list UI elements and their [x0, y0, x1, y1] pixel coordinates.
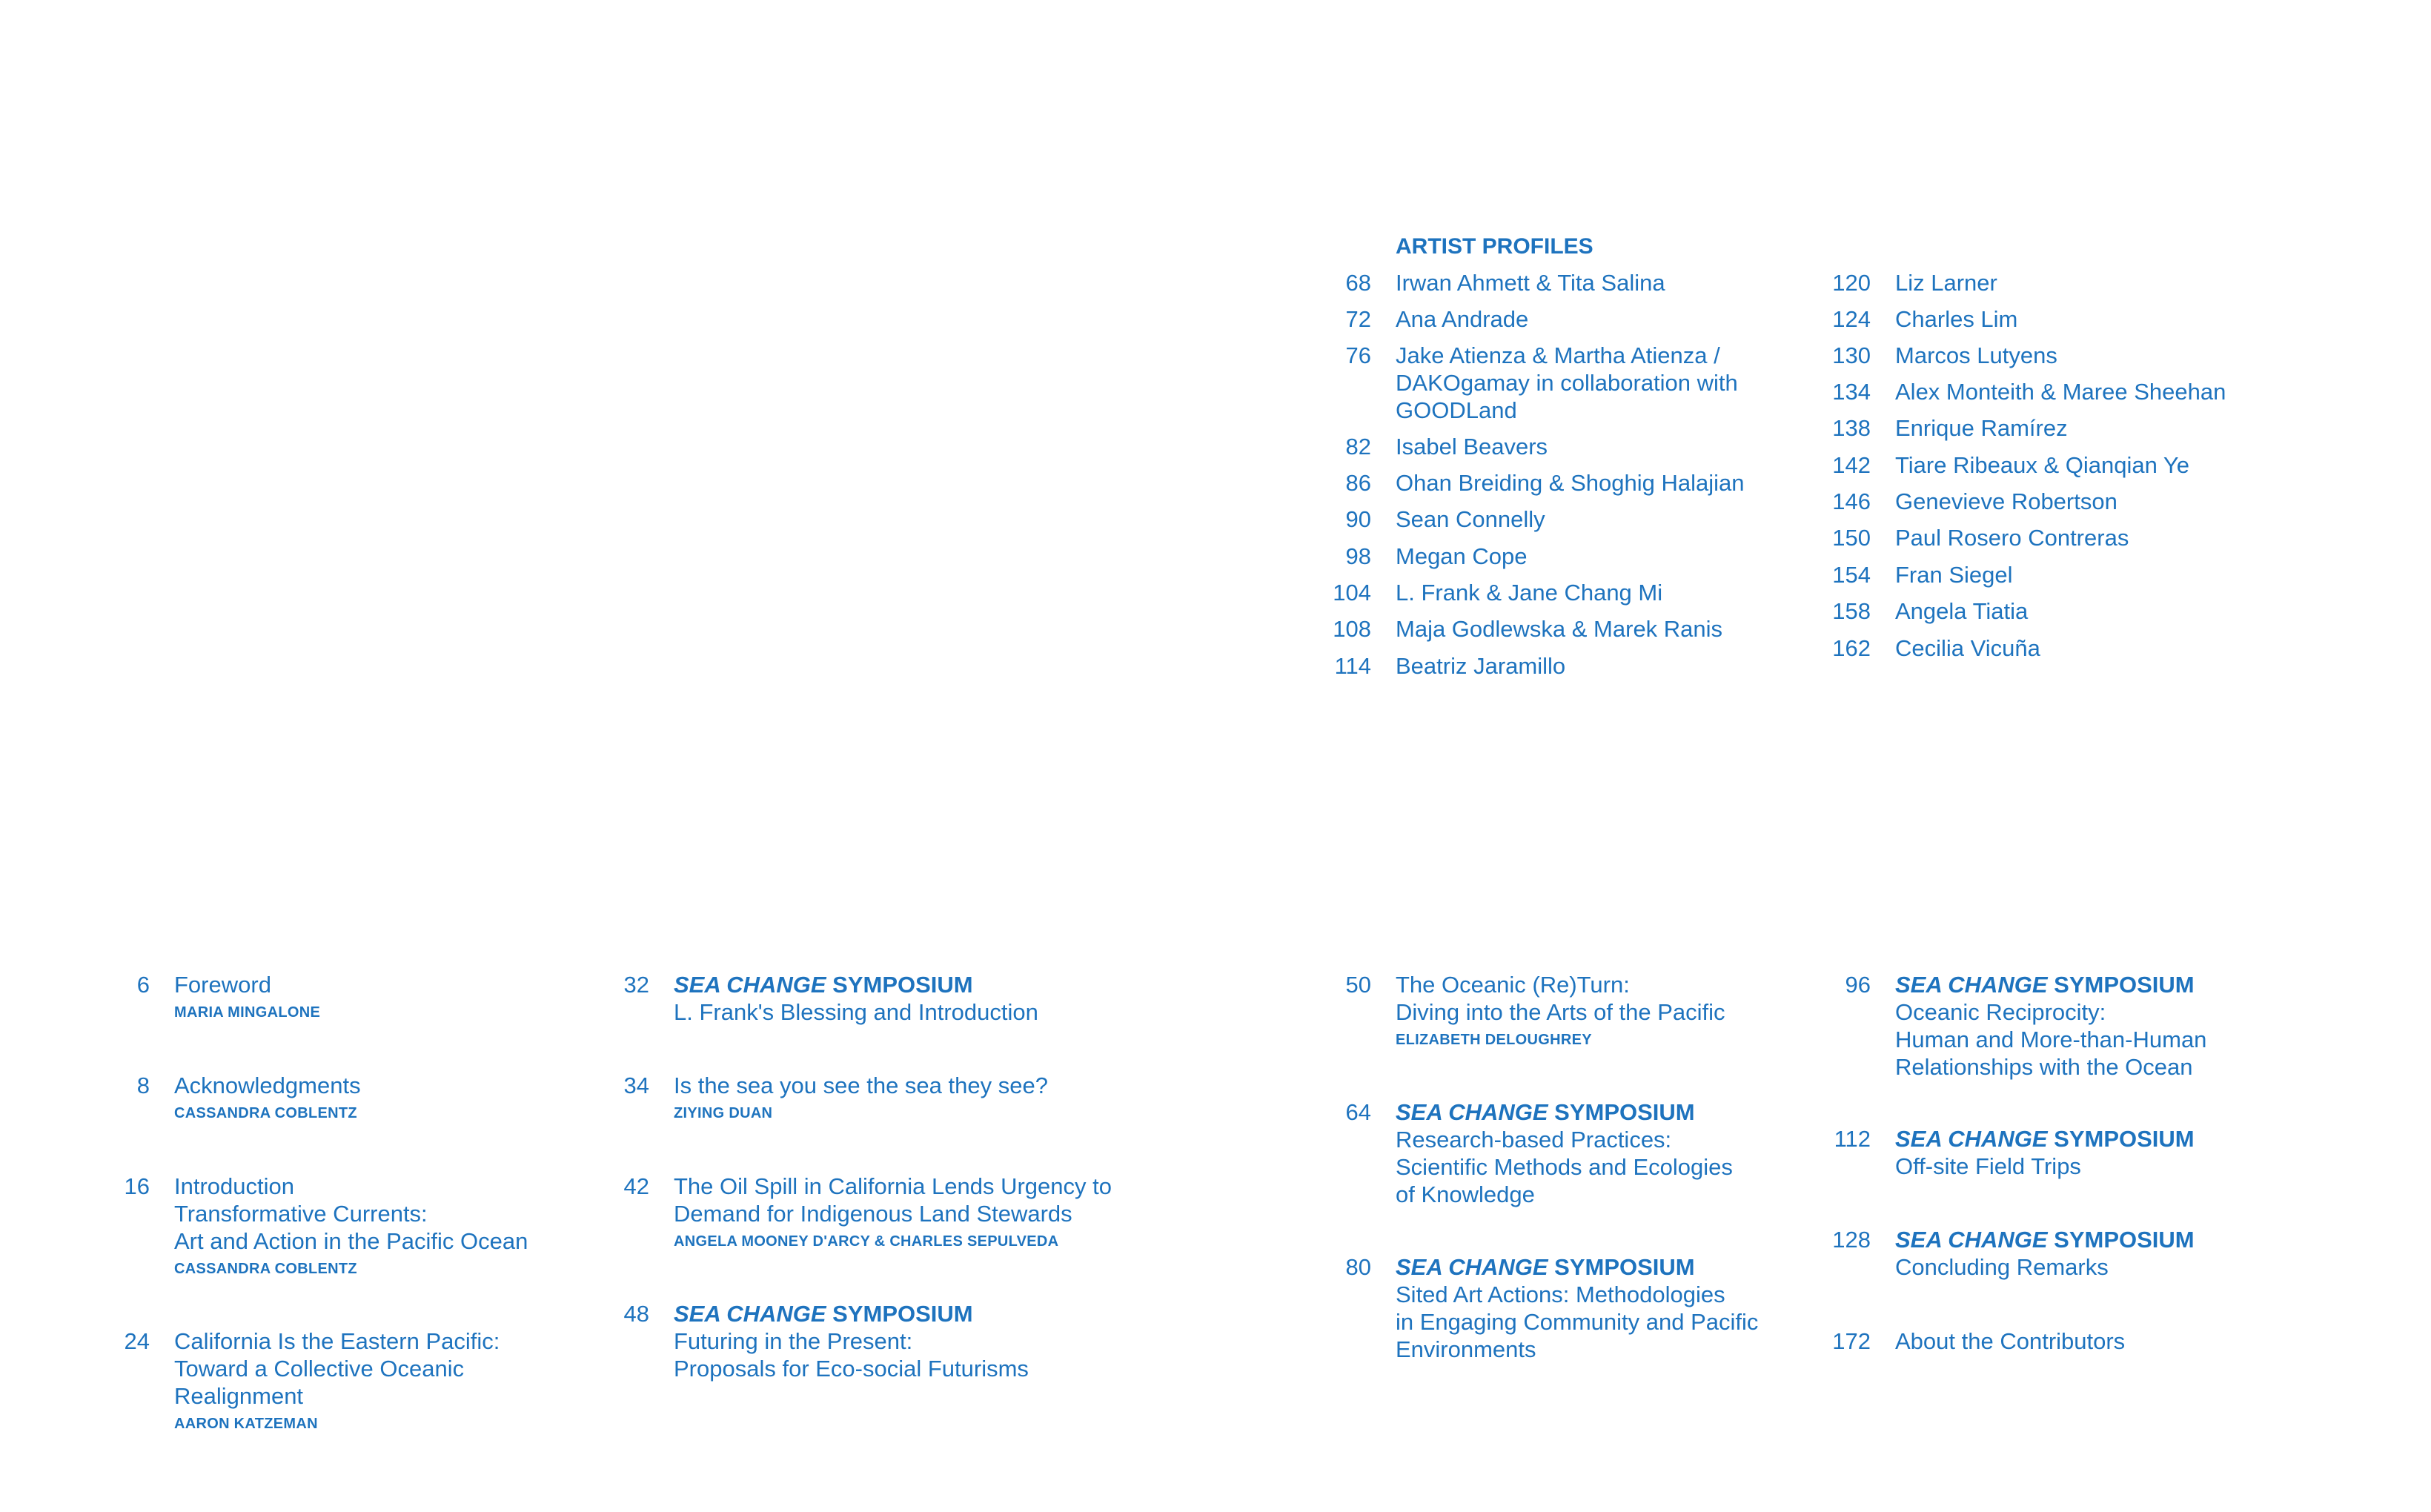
toc-title: Demand for Indigenous Land Stewards	[674, 1201, 1072, 1227]
toc-title: The Oil Spill in California Lends Urgency to	[674, 1173, 1112, 1199]
toc-title: in Engaging Community and Pacific	[1396, 1309, 1759, 1335]
toc-author: ELIZABETH DELOUGHREY	[1396, 1032, 1592, 1048]
profile-page-number: 162	[1832, 635, 1871, 661]
toc-title: Art and Action in the Pacific Ocean	[174, 1228, 528, 1254]
toc-page-number: 96	[1845, 972, 1871, 998]
symposium-label: SEA CHANGE SYMPOSIUM	[1895, 1227, 2195, 1253]
toc-entry[interactable]	[1895, 971, 2206, 1081]
toc-entry[interactable]	[1396, 971, 1725, 1050]
profile-name[interactable]: Sean Connelly	[1396, 506, 1545, 532]
toc-entry[interactable]	[174, 971, 320, 1022]
toc-page-number: 50	[1345, 972, 1371, 998]
profile-page-number: 98	[1345, 543, 1371, 569]
toc-author: ANGELA MOONEY D'ARCY & CHARLES SEPULVEDA	[674, 1233, 1059, 1250]
toc-page-number: 64	[1345, 1099, 1371, 1125]
profile-page-number: 158	[1832, 598, 1871, 624]
profile-page-number: 72	[1345, 306, 1371, 332]
toc-title: Sited Art Actions: Methodologies	[1396, 1281, 1725, 1307]
toc-page-number: 80	[1345, 1254, 1371, 1280]
profile-name[interactable]: Beatriz Jaramillo	[1396, 653, 1566, 679]
toc-title: About the Contributors	[1895, 1328, 2126, 1354]
symposium-label: SEA CHANGE SYMPOSIUM	[1895, 972, 2195, 998]
toc-title: Human and More-than-Human	[1895, 1027, 2207, 1052]
toc-entry[interactable]	[1895, 1327, 2125, 1355]
profile-name-line: DAKOgamay in collaboration with	[1396, 370, 1738, 396]
toc-title: Off-site Field Trips	[1895, 1153, 2081, 1179]
profile-page-number: 154	[1832, 562, 1871, 588]
toc-entry[interactable]	[674, 1072, 1048, 1123]
toc-page-number: 48	[623, 1301, 649, 1327]
profile-name[interactable]: Marcos Lutyens	[1895, 342, 2057, 368]
toc-title: Concluding Remarks	[1895, 1254, 2109, 1280]
toc-title: Toward a Collective Oceanic	[174, 1356, 465, 1382]
symposium-label: SEA CHANGE SYMPOSIUM	[1396, 1099, 1695, 1125]
toc-page-number: 172	[1832, 1328, 1871, 1354]
profile-name[interactable]: Liz Larner	[1895, 270, 1997, 296]
profile-page-number: 130	[1832, 342, 1871, 368]
toc-entry[interactable]	[1895, 1125, 2195, 1180]
toc-title: California Is the Eastern Pacific:	[174, 1328, 500, 1354]
toc-author: AARON KATZEMAN	[174, 1416, 318, 1432]
profile-page-number: 120	[1832, 270, 1871, 296]
toc-title: of Knowledge	[1396, 1181, 1535, 1207]
toc-entry[interactable]	[174, 1173, 528, 1279]
profile-name-line: Jake Atienza & Martha Atienza /	[1396, 342, 1720, 368]
profile-page-number: 104	[1333, 580, 1371, 606]
toc-title: L. Frank's Blessing and Introduction	[674, 999, 1038, 1025]
toc-title: Acknowledgments	[174, 1072, 361, 1098]
toc-page-number: 128	[1832, 1227, 1871, 1253]
profile-page-number: 134	[1832, 379, 1871, 405]
profile-page-number: 108	[1333, 616, 1371, 642]
toc-author: CASSANDRA COBLENTZ	[174, 1261, 357, 1277]
toc-page-number: 8	[136, 1072, 150, 1098]
profile-page-number: 82	[1345, 434, 1371, 460]
profile-name[interactable]: Megan Cope	[1396, 543, 1528, 569]
profile-name[interactable]: Fran Siegel	[1895, 562, 2013, 588]
profile-page-number: 76	[1345, 342, 1371, 368]
profile-name[interactable]: Paul Rosero Contreras	[1895, 525, 2129, 551]
profile-page-number: 150	[1832, 525, 1871, 551]
toc-title: Environments	[1396, 1336, 1536, 1362]
artist-profiles-heading: ARTIST PROFILES	[1396, 234, 1593, 259]
toc-title: Transformative Currents:	[174, 1201, 428, 1227]
toc-entry[interactable]	[1396, 1253, 1758, 1363]
symposium-label: SEA CHANGE SYMPOSIUM	[674, 972, 973, 998]
toc-author: ZIYING DUAN	[674, 1105, 773, 1121]
toc-title: Research-based Practices:	[1396, 1127, 1672, 1153]
profile-name-line: GOODLand	[1396, 397, 1517, 423]
symposium-label: SEA CHANGE SYMPOSIUM	[674, 1301, 973, 1327]
toc-page-number: 16	[124, 1173, 150, 1199]
toc-entry[interactable]	[174, 1327, 500, 1433]
profile-name[interactable]: Genevieve Robertson	[1895, 488, 2117, 514]
profile-name[interactable]: Angela Tiatia	[1895, 598, 2029, 624]
toc-title: Relationships with the Ocean	[1895, 1054, 2193, 1080]
profile-name[interactable]: L. Frank & Jane Chang Mi	[1396, 580, 1663, 606]
toc-entry[interactable]	[674, 1173, 1112, 1251]
toc-title: Realignment	[174, 1383, 304, 1409]
profile-name[interactable]: Tiare Ribeaux & Qianqian Ye	[1895, 452, 2189, 478]
toc-page-number: 6	[136, 972, 150, 998]
toc-title: Diving into the Arts of the Pacific	[1396, 999, 1725, 1025]
profile-name[interactable]: Cecilia Vicuña	[1895, 635, 2040, 661]
toc-title: Futuring in the Present:	[674, 1328, 913, 1354]
profile-name[interactable]	[1396, 342, 1738, 424]
toc-entry[interactable]	[174, 1072, 361, 1123]
profile-name[interactable]: Alex Monteith & Maree Sheehan	[1895, 379, 2226, 405]
toc-entry[interactable]	[674, 971, 1038, 1026]
profile-name[interactable]: Ohan Breiding & Shoghig Halajian	[1396, 470, 1745, 496]
toc-page-number: 34	[623, 1072, 649, 1098]
symposium-label: SEA CHANGE SYMPOSIUM	[1396, 1254, 1695, 1280]
profile-name[interactable]: Maja Godlewska & Marek Ranis	[1396, 616, 1723, 642]
toc-author: CASSANDRA COBLENTZ	[174, 1105, 357, 1121]
profile-name[interactable]: Charles Lim	[1895, 306, 2018, 332]
symposium-label: SEA CHANGE SYMPOSIUM	[1895, 1126, 2195, 1152]
toc-page-number: 24	[124, 1328, 150, 1354]
toc-title: Introduction	[174, 1173, 294, 1199]
profile-page-number: 138	[1832, 415, 1871, 441]
toc-page-number: 32	[623, 972, 649, 998]
toc-author: MARIA MINGALONE	[174, 1004, 321, 1021]
toc-entry[interactable]	[674, 1300, 1029, 1382]
toc-title: The Oceanic (Re)Turn:	[1396, 972, 1630, 998]
profile-page-number: 68	[1345, 270, 1371, 296]
toc-page-number: 42	[623, 1173, 649, 1199]
toc-page-number: 112	[1834, 1126, 1871, 1152]
profile-page-number: 90	[1345, 506, 1371, 532]
profile-page-number: 114	[1334, 653, 1371, 679]
toc-title: Foreword	[174, 972, 271, 998]
profile-page-number: 146	[1832, 488, 1871, 514]
profile-name[interactable]: Isabel Beavers	[1396, 434, 1548, 460]
toc-entry[interactable]	[1895, 1226, 2195, 1281]
profile-page-number: 86	[1345, 470, 1371, 496]
toc-title: Proposals for Eco-social Futurisms	[674, 1356, 1029, 1382]
profile-name[interactable]: Ana Andrade	[1396, 306, 1529, 332]
toc-entry[interactable]	[1396, 1098, 1733, 1208]
toc-title: Oceanic Reciprocity:	[1895, 999, 2106, 1025]
profile-page-number: 142	[1832, 452, 1871, 478]
profile-name[interactable]: Enrique Ramírez	[1895, 415, 2068, 441]
toc-title: Is the sea you see the sea they see?	[674, 1072, 1048, 1098]
toc-title: Scientific Methods and Ecologies	[1396, 1154, 1733, 1180]
profile-name[interactable]: Irwan Ahmett & Tita Salina	[1396, 270, 1665, 296]
profile-page-number: 124	[1832, 306, 1871, 332]
